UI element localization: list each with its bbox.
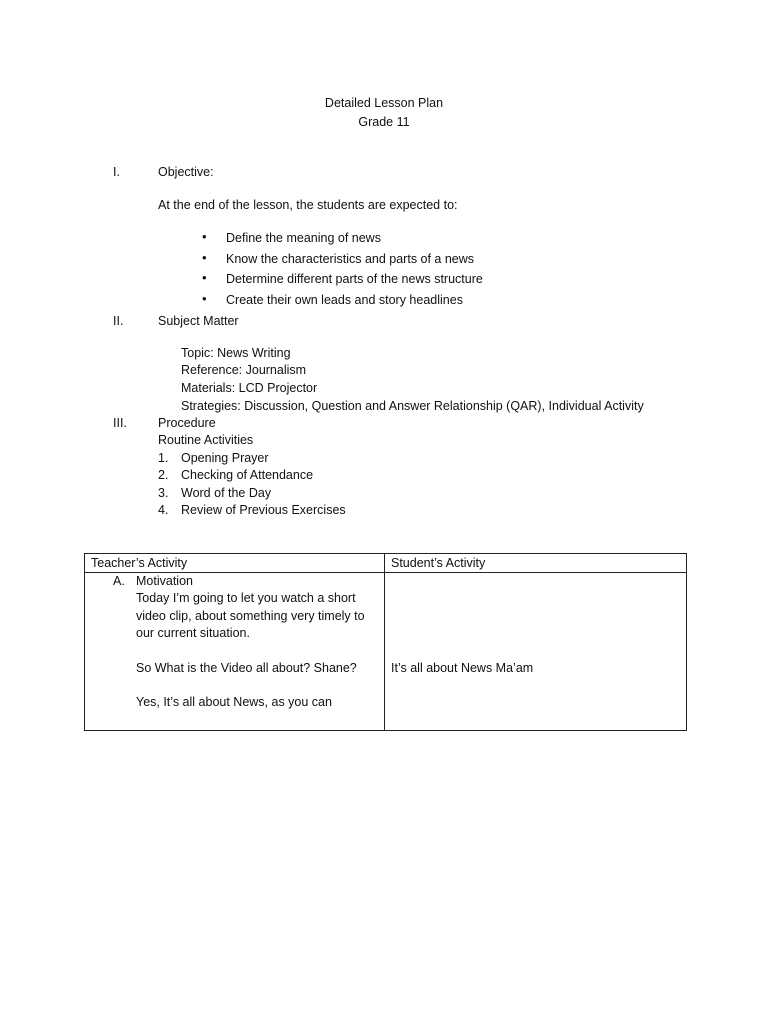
section-heading-objective: Objective:	[158, 165, 214, 179]
list-item-text: Determine different parts of the news structure	[226, 272, 483, 286]
bullet-icon: •	[202, 291, 207, 306]
list-item-text: Review of Previous Exercises	[181, 503, 346, 517]
objective-intro: At the end of the lesson, the students are expected to:	[158, 198, 458, 212]
section-heading-procedure: Procedure	[158, 416, 216, 430]
table-row	[85, 573, 687, 731]
list-item-text: Create their own leads and story headlines	[226, 293, 463, 307]
topic-line: Topic: News Writing	[181, 346, 291, 360]
section-numeral-procedure: III.	[113, 416, 127, 430]
activity-title: Motivation	[136, 574, 193, 588]
list-item-number: 3.	[158, 486, 169, 500]
teacher-line: video clip, about something very timely to	[136, 609, 365, 623]
teacher-activity-header-label: Teacher’s Activity	[91, 556, 188, 570]
student-activity-header	[385, 554, 687, 573]
section-numeral-objective: I.	[113, 165, 120, 179]
list-item-number: 2.	[158, 468, 169, 482]
table-header-row	[85, 554, 687, 573]
grade-label: Grade 11	[358, 115, 410, 129]
list-item-text: Opening Prayer	[181, 451, 269, 465]
section-numeral-subject-matter: II.	[113, 314, 124, 328]
document-title: Detailed Lesson Plan	[324, 96, 444, 110]
section-heading-subject-matter: Subject Matter	[158, 314, 239, 328]
student-answer: It’s all about News Ma’am	[391, 661, 534, 675]
materials-line: Materials: LCD Projector	[181, 381, 318, 395]
strategies-line: Strategies: Discussion, Question and Answer Relationship (QAR), Individual Activity	[181, 399, 644, 413]
teacher-line: our current situation.	[136, 626, 250, 640]
teacher-activity-cell	[85, 573, 385, 731]
list-item-number: 1.	[158, 451, 169, 465]
bullet-icon: •	[202, 250, 207, 265]
list-item-text: Define the meaning of news	[226, 231, 381, 245]
teacher-response: Yes, It’s all about News, as you can	[136, 695, 332, 709]
list-item-text: Know the characteristics and parts of a news	[226, 252, 475, 266]
reference-line: Reference: Journalism	[181, 363, 307, 377]
student-activity-cell	[385, 573, 687, 731]
activity-table	[84, 553, 687, 731]
teacher-question: So What is the Video all about? Shane?	[136, 661, 357, 675]
student-activity-header-label: Student’s Activity	[391, 556, 486, 570]
teacher-activity-header	[85, 554, 385, 573]
bullet-icon: •	[202, 270, 207, 285]
list-item-text: Word of the Day	[181, 486, 272, 500]
list-item-number: 4.	[158, 503, 169, 517]
activity-letter: A.	[113, 574, 125, 588]
list-item-text: Checking of Attendance	[181, 468, 314, 482]
bullet-icon: •	[202, 229, 207, 244]
routine-activities-heading: Routine Activities	[158, 433, 254, 447]
teacher-line: Today I’m going to let you watch a short	[136, 591, 356, 605]
